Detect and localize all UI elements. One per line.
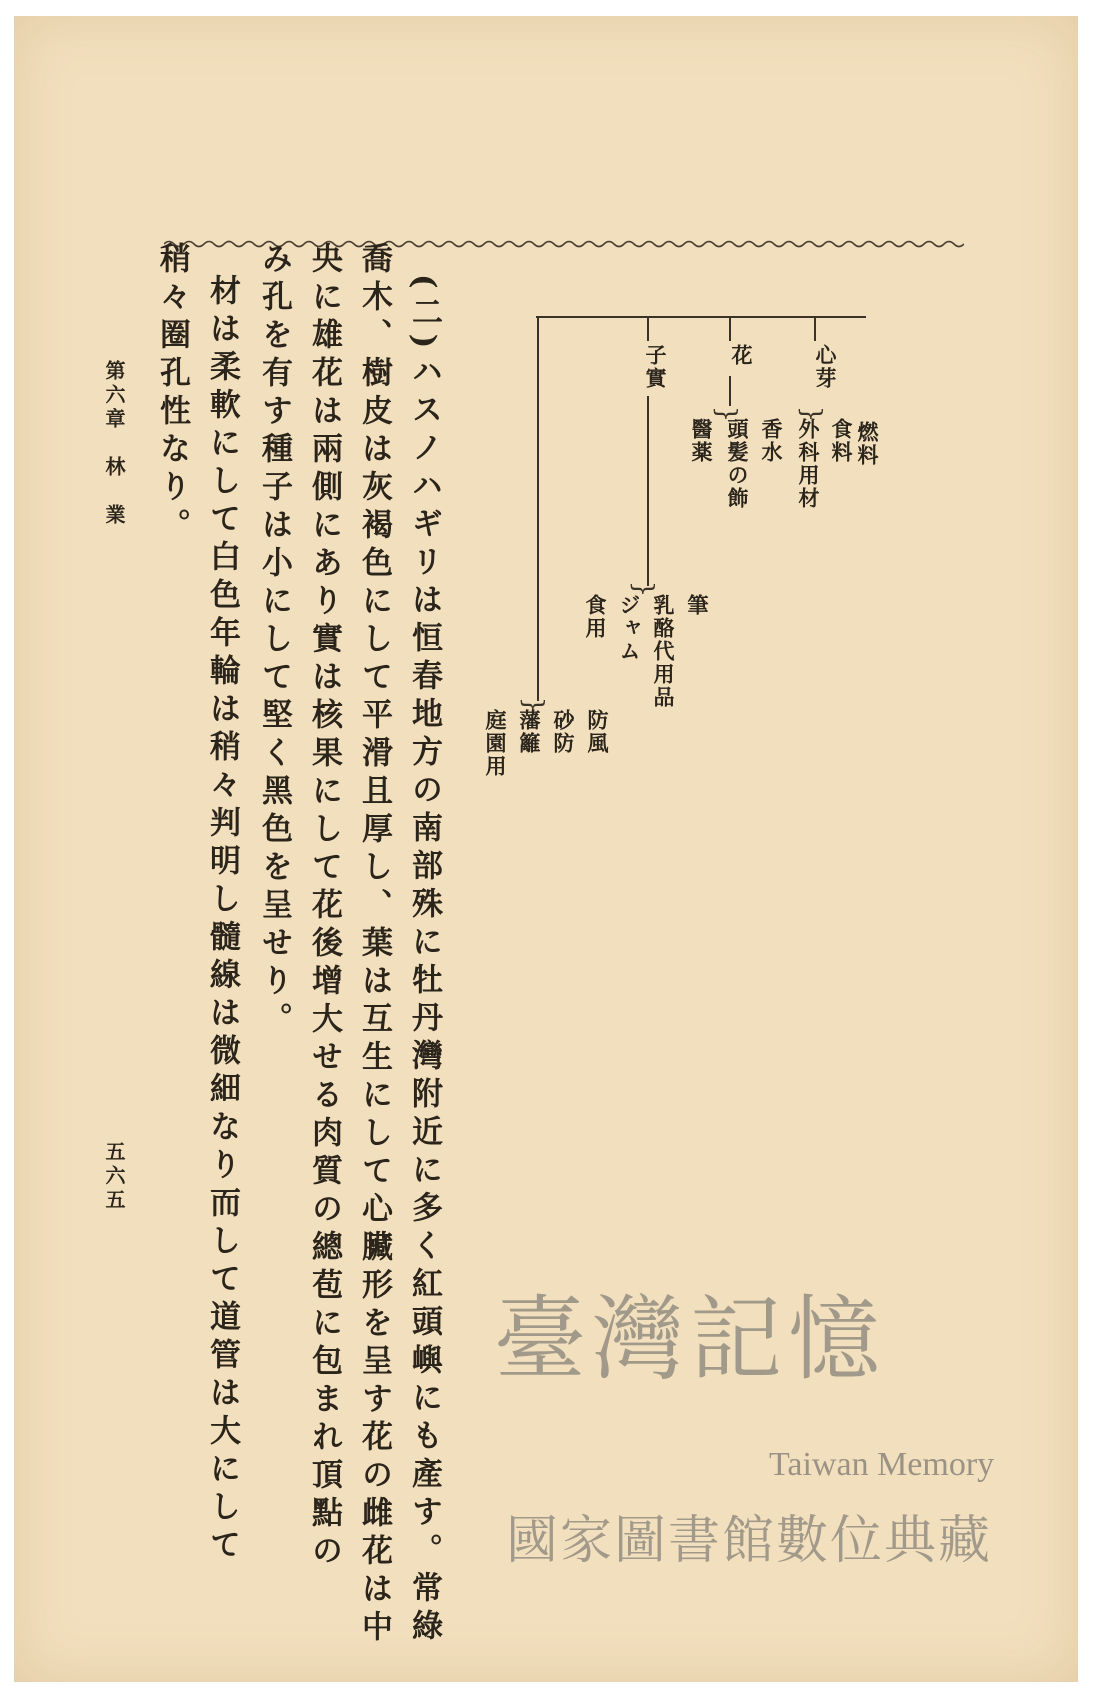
body-column-3: 央に雄花は兩側にあり實は核果にして花後增大せる肉質の總苞に包まれ頂點の [306, 242, 342, 1572]
brace-shijitsu: { [627, 580, 658, 598]
shijitsu-child-butter: 乳酪代用品 [651, 594, 676, 709]
tree-node-hana: 花 [729, 344, 754, 367]
brace-hana: { [710, 405, 741, 423]
watermark-english: Taiwan Memory [769, 1446, 995, 1483]
hana-connector [729, 376, 731, 406]
last-child-windbreak: 防風 [585, 709, 610, 755]
branch-last-line [537, 316, 539, 701]
hana-child-hair: 頭髪の飾 [725, 418, 750, 510]
tree-top-bar [536, 316, 866, 318]
branch-shinme-line [814, 316, 816, 341]
hana-child-perfume: 香水 [759, 418, 784, 464]
shijitsu-child-jam: ジャム [617, 594, 642, 663]
shijitsu-child-food: 食用 [583, 594, 608, 640]
tree-node-shijitsu: 子實 [643, 344, 668, 390]
watermark-subtitle: 國家圖書館數位典藏 [506, 1511, 993, 1571]
branch-shijitsu-line [647, 316, 649, 341]
branch-hana-line [729, 316, 731, 341]
shinme-child-surgical: 外科用材 [796, 418, 821, 510]
branch-shijitsu-stem [647, 396, 649, 586]
last-child-garden: 庭園用 [483, 709, 508, 778]
brace-shinme: { [795, 405, 826, 423]
body-column-2: 喬木、樹皮は灰褐色にして平滑且厚し、葉は互生にして心臟形を呈す花の雌花は中 [356, 242, 392, 1648]
body-column-1: (二)ハスノハギリは恒春地方の南部殊に牡丹灣附近に多く紅頭嶼にも產す。常綠 [406, 274, 442, 1648]
tree-node-shinme: 心芽 [813, 344, 838, 390]
shijitsu-child-brush: 筆 [685, 594, 710, 617]
chapter-running-head: 第六章 林 業 [102, 360, 126, 528]
body-column-6: 稍々圈孔性なり。 [154, 242, 190, 546]
last-child-sand: 砂防 [551, 709, 576, 755]
shinme-child-food: 食料 [829, 418, 854, 464]
hana-child-medicine: 醫薬 [689, 418, 714, 464]
watermark-title: 臺灣記憶 [494, 1286, 887, 1393]
body-column-4: み孔を有す種子は小にして堅く黑色を呈せり。 [256, 242, 292, 1040]
last-child-hedge: 藩籬 [517, 709, 542, 755]
book-page [14, 16, 1078, 1682]
body-column-5: 材は柔軟にして白色年輪は稍々判明し髓線は微細なり而して道管は大にして [204, 274, 240, 1566]
brace-last: { [517, 696, 548, 714]
tree-root-fuel: 燃料 [855, 421, 880, 467]
page-number: 五六五 [102, 1141, 126, 1213]
